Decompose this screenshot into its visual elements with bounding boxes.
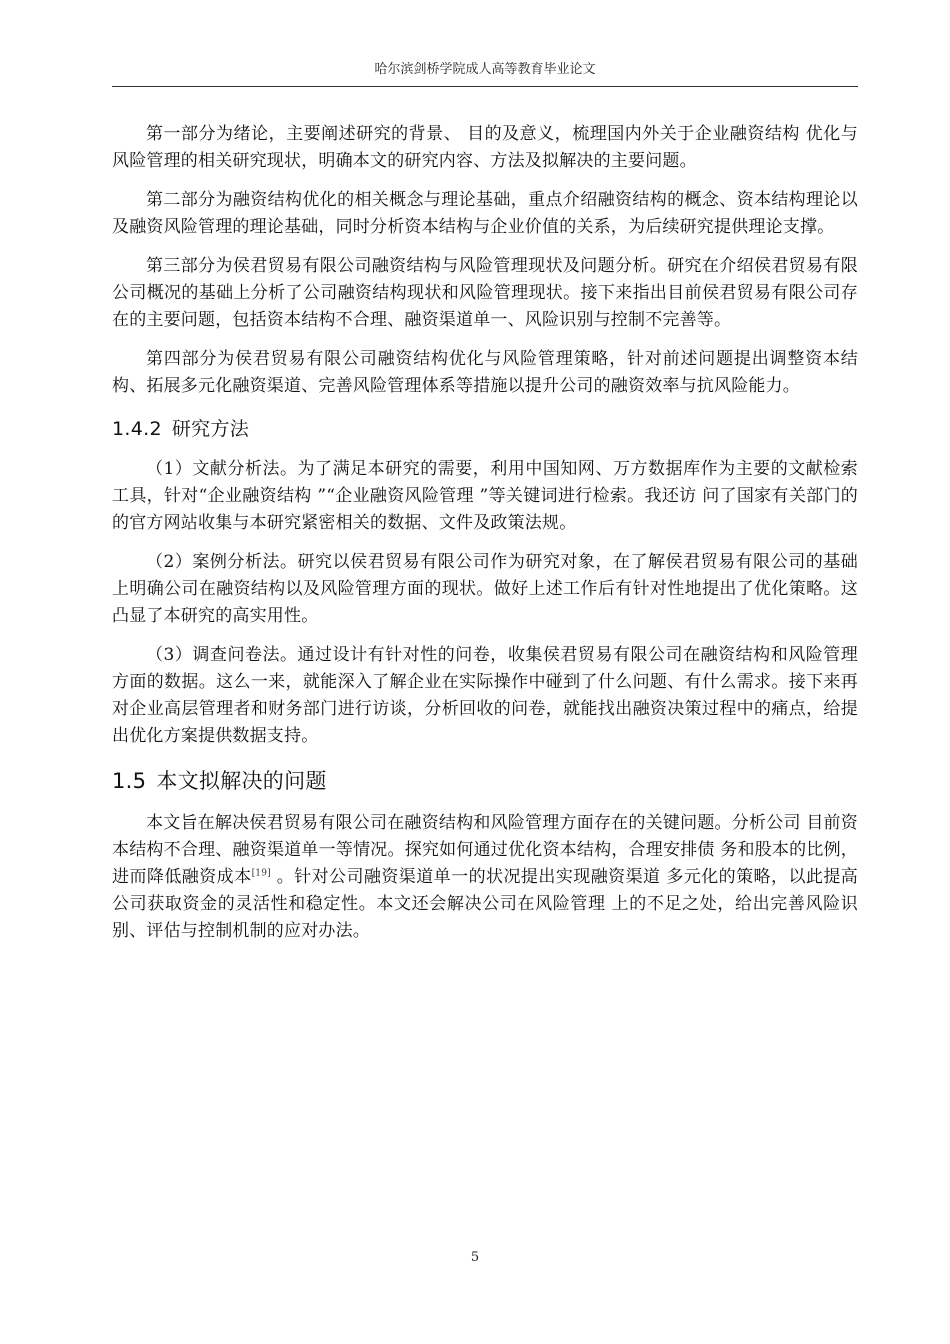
section-title: 本文拟解决的问题	[156, 769, 327, 793]
paragraph-method-case: （2）案例分析法。研究以侯君贸易有限公司作为研究对象，在了解侯君贸易有限公司的基础上明确公司在融资结构以及风险管理方面的现状。做好上述工作后有针对性地提出了优化策略。这凸显了本研究的高实用性。	[112, 552, 858, 626]
section-number: 1.4.2	[112, 418, 162, 440]
section-heading-1-4-2	[112, 414, 858, 444]
paragraph-part-one: 第一部分为绪论，主要阐述研究的背景、 目的及意义，梳理国内外关于企业融资结构 优化与风险管理的相关研究现状，明确本文的研究内容、方法及拟解决的主要问题。	[112, 124, 858, 171]
section-number: 1.5	[112, 769, 147, 793]
paragraph-part-four: 第四部分为侯君贸易有限公司融资结构优化与风险管理策略，针对前述问题提出调整资本结构、拓展多元化融资渠道、完善风险管理体系等措施以提升公司的融资效率与抗风险能力。	[112, 349, 858, 396]
paragraph-text: 本文旨在解决侯君贸易有限公司在融资结构和风险管理方面存在的关键问题。分析公司 目前资本结构不合理、融资渠道单一等情况。探究如何通过优化资本结构，合理安排债 务和股本的比例，进而降低融资成本	[112, 813, 858, 887]
section-heading-1-5	[112, 764, 858, 798]
header-rule	[112, 86, 858, 87]
paragraph-text: 。针对公司融资渠道单一的状况提出实现融资渠道 多元化的策略，以此提高公司获取资金的灵活性和稳定性。本文还会解决公司在风险管理 上的不足之处，给出完善风险识别、评估与控制机制的应对办法。	[112, 867, 858, 941]
page-body	[112, 121, 858, 945]
page-number: 5	[470, 1250, 480, 1265]
section-title: 研究方法	[171, 418, 250, 440]
running-header: 哈尔滨剑桥学院成人高等教育毕业论文	[374, 62, 596, 77]
paragraph-part-three: 第三部分为侯君贸易有限公司融资结构与风险管理现状及问题分析。研究在介绍侯君贸易有限公司概况的基础上分析了公司融资结构现状和风险管理现状。接下来指出目前侯君贸易有限公司存在的主要问题，包括资本结构不合理、融资渠道单一、风险识别与控制不完善等。	[112, 256, 858, 330]
paragraph-part-two: 第二部分为融资结构优化的相关概念与理论基础，重点介绍融资结构的概念、资本结构理论以及融资风险管理的理论基础，同时分析资本结构与企业价值的关系，为后续研究提供理论支撑。	[112, 190, 858, 237]
paragraph-problems	[112, 810, 858, 945]
paragraph-method-literature: （1）文献分析法。为了满足本研究的需要，利用中国知网、万方数据库作为主要的文献检索工具，针对“企业融资结构 ”“企业融资风险管理 ”等关键词进行检索。我还访 问了国家有关部门的的官方网站收集与本研究紧密相关的数据、文件及政策法规。	[112, 459, 858, 533]
paragraph-method-survey: （3）调查问卷法。通过设计有针对性的问卷，收集侯君贸易有限公司在融资结构和风险管理方面的数据。这么一来，就能深入了解企业在实际操作中碰到了什么问题、有什么需求。接下来再对企业高层管理者和财务部门进行访谈，分析回收的问卷，就能找出融资决策过程中的痛点，给提出优化方案提供数据支持。	[112, 645, 858, 746]
citation-reference[interactable]: [19]	[251, 868, 271, 879]
